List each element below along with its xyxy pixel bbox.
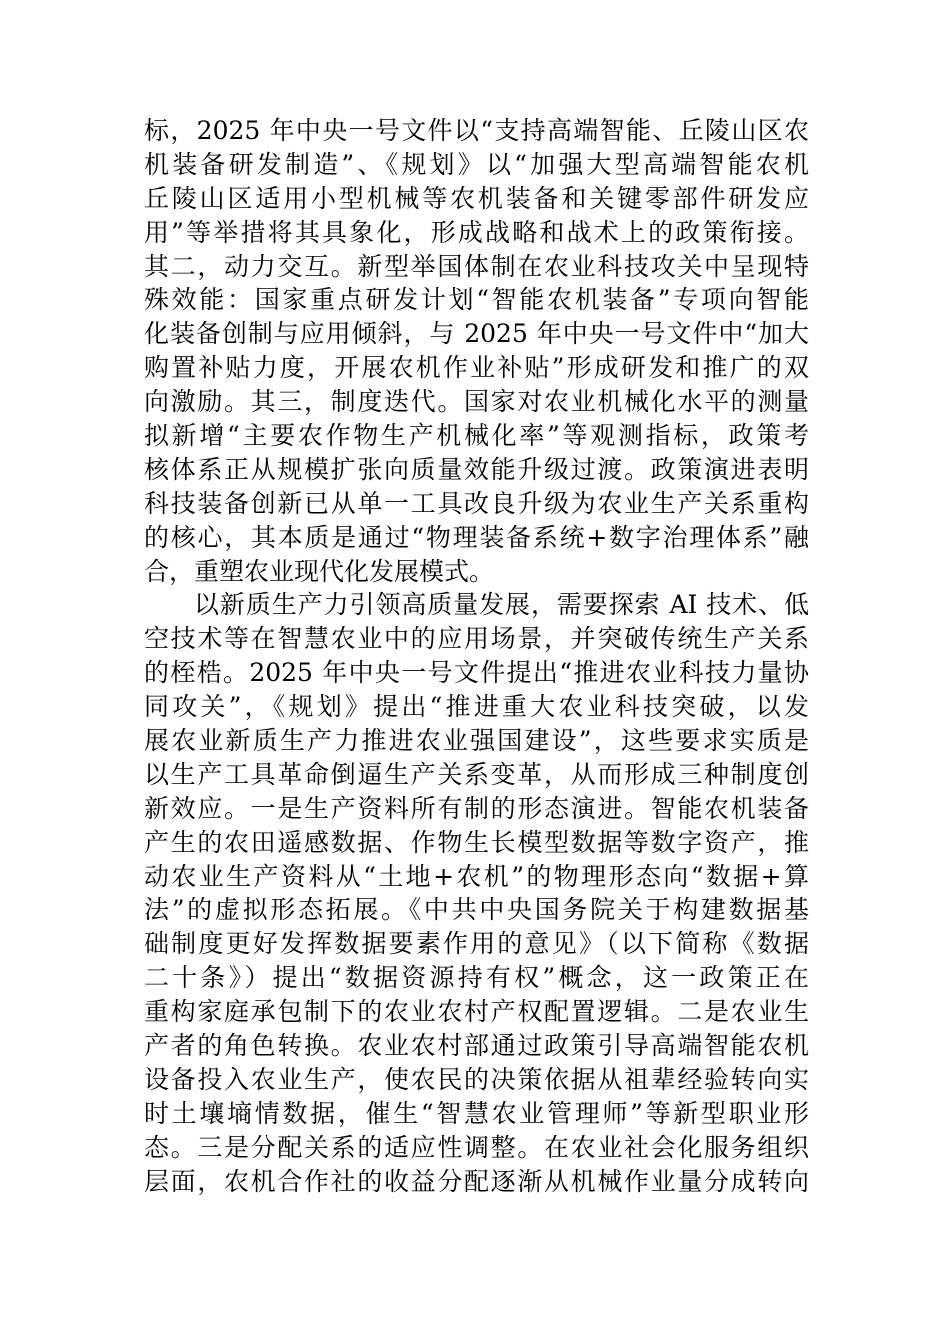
text-line: 重构家庭承包制下的农业农村产权配置逻辑。二是农业生: [144, 997, 809, 1027]
text-line: 合，重塑农业现代化发展模式。: [144, 556, 495, 586]
text-line: 用”等举措将其具象化，形成战略和战术上的政策衔接。: [144, 217, 809, 247]
text-line: 层面，农机合作社的收益分配逐渐从机械作业量分成转向: [144, 1166, 809, 1196]
text-line: 时土壤墒情数据，催生“智慧农业管理师”等新型职业形: [144, 1098, 809, 1128]
text-line: 以新质生产力引领高质量发展，需要探索 AI 技术、低: [194, 590, 809, 620]
text-line: 新效应。一是生产资料所有制的形态演进。智能农机装备: [144, 793, 809, 823]
text-line: 同攻关”，《规划》提出“推进重大农业科技突破，以发: [144, 692, 809, 722]
text-line: 产者的角色转换。农业农村部通过政策引导高端智能农机: [144, 1031, 809, 1061]
text-line: 设备投入农业生产，使农民的决策依据从祖辈经验转向实: [144, 1064, 809, 1094]
text-line: 态。三是分配关系的适应性调整。在农业社会化服务组织: [144, 1132, 809, 1162]
text-line: 产生的农田遥感数据、作物生长模型数据等数字资产，推: [144, 827, 809, 857]
text-line: 展农业新质生产力推进农业强国建设”，这些要求实质是: [144, 726, 809, 756]
text-line: 核体系正从规模扩张向质量效能升级过渡。政策演进表明: [144, 454, 809, 484]
text-line: 标，2025 年中央一号文件以“支持高端智能、丘陵山区农: [144, 116, 809, 145]
text-line: 的核心，其本质是通过“物理装备系统+数字治理体系”融: [144, 522, 809, 552]
text-line: 机装备研发制造”、《规划》以“加强大型高端智能农机: [144, 149, 809, 179]
text-line: 空技术等在智慧农业中的应用场景，并突破传统生产关系: [144, 624, 809, 654]
text-line: 的桎梏。2025 年中央一号文件提出“推进农业科技力量协: [144, 658, 809, 688]
text-line: 其二，动力交互。新型举国体制在农业科技攻关中呈现特: [144, 251, 809, 281]
text-line: 以生产工具革命倒逼生产关系变革，从而形成三种制度创: [144, 759, 809, 789]
text-line: 动农业生产资料从“土地+农机”的物理形态向“数据+算: [144, 861, 809, 891]
text-line: 法”的虚拟形态拓展。《中共中央国务院关于构建数据基: [144, 895, 809, 925]
text-line: 丘陵山区适用小型机械等农机装备和关键零部件研发应: [144, 183, 809, 213]
text-line: 科技装备创新已从单一工具改良升级为农业生产关系重构: [144, 488, 809, 518]
text-line: 础制度更好发挥数据要素作用的意见》（以下简称《数据: [144, 929, 809, 959]
text-line: 化装备创制与应用倾斜，与 2025 年中央一号文件中“加大: [144, 319, 809, 349]
text-line: 殊效能：国家重点研发计划“智能农机装备”专项向智能: [144, 285, 809, 315]
text-line: 向激励。其三，制度迭代。国家对农业机械化水平的测量: [144, 387, 809, 417]
text-line: 拟新增“主要农作物生产机械化率”等观测指标，政策考: [144, 421, 809, 451]
text-line: 购置补贴力度，开展农机作业补贴”形成研发和推广的双: [144, 353, 809, 383]
body-text: [144, 114, 809, 1199]
text-line: 二十条》）提出“数据资源持有权”概念，这一政策正在: [144, 963, 809, 993]
